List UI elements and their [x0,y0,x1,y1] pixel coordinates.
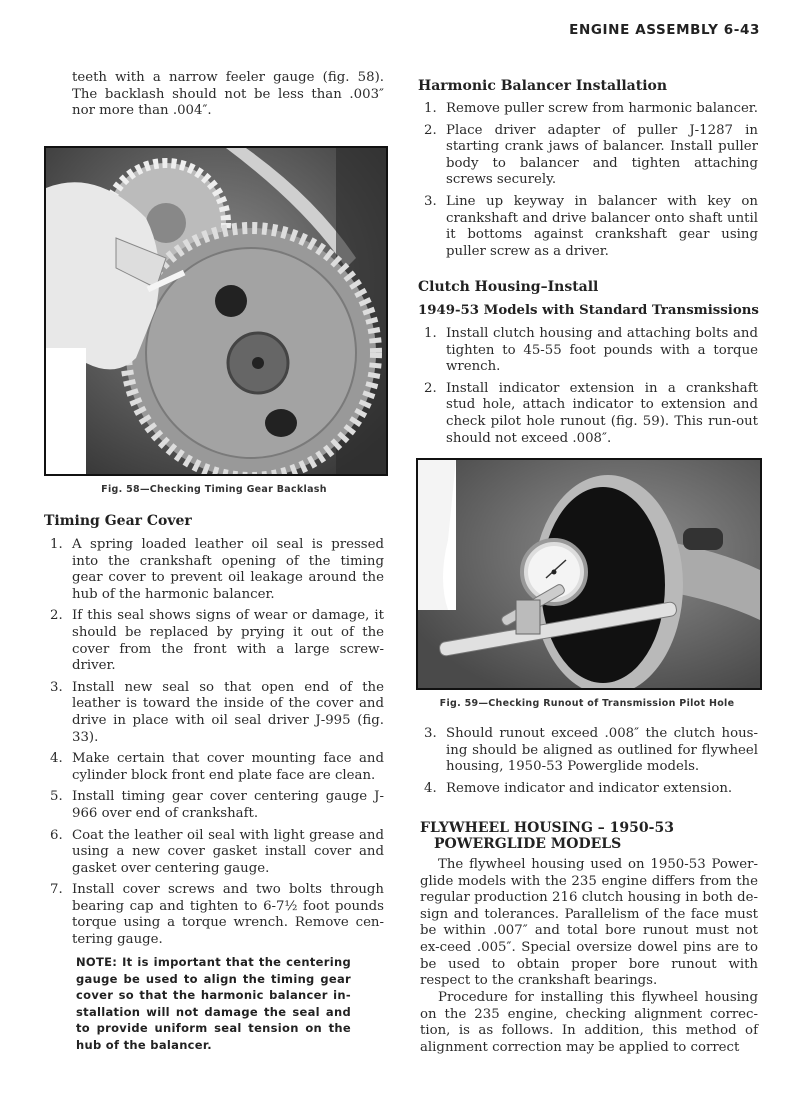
timing-gear-steps [44,537,384,954]
harmonic-step [418,101,758,118]
step-number: 2. [424,122,437,138]
clutch-housing-subheading: 1949-53 Models with Standard Transmissions [418,303,759,318]
flywheel-heading-line2: POWERGLIDE MODELS [434,836,622,852]
fig59-caption: Fig. 59—Checking Runout of Transmission Pilot Hole [439,698,735,709]
step-number: 4. [424,780,437,796]
step-text: Line up keyway in balancer with key on crankshaft and drive balancer onto shaft until it bottoms against crankshaft gear using puller screw as a driver. [446,193,758,259]
step-text: Place driver adapter of puller J-1287 in starting crank jaws of balancer. Install puller body to balancer and tighten attaching screws securely. [446,122,758,188]
clutch-step [418,381,758,447]
runout-indicator-illustration [418,460,760,688]
harmonic-balancer-heading: Harmonic Balancer Installation [418,78,668,94]
step-text: Coat the leather oil seal with light grease and using a new cover gasket install cover and gasket over centering gauge. [72,827,384,876]
step-text: Remove indicator and indicator extension. [446,780,733,796]
step-number: 1. [424,101,437,116]
step-text: Remove puller screw from harmonic balancer. [446,101,758,116]
timing-step [44,537,384,603]
clutch-housing-heading: Clutch Housing–Install [418,279,599,295]
step-number: 7. [50,882,63,898]
timing-step [44,789,384,822]
step-number: 3. [424,193,437,209]
step-text: Install clutch housing and attaching bolts and tighten to 45-55 foot pounds with a torque wrench. [446,326,758,375]
flywheel-paragraph-1: The flywheel housing used on 1950-53 Power-glide models with the 235 engine differs from the regular production 216 clutch housing in both de-sign and tolerances. Parallelism of the face must be within .007″ and total bore runout must not ex-ceed .005″. Special oversize dowel pins are to be used to obtain proper bore runout with respect to the crankshaft bearings. [420,857,758,989]
timing-step [44,751,384,784]
page-header: ENGINE ASSEMBLY 6-43 [569,22,760,38]
step-number: 1. [424,326,437,341]
fig59-photo [416,458,762,690]
step-number: 3. [50,679,63,695]
note-paragraph: NOTE: It is important that the centering gauge be used to align the timing gear cover so that the harmonic balancer in-stallation will not damage the seal and to provide uniform seal tension on the hub of the balancer. [76,955,351,1052]
step-text: Install new seal so that open end of the leather is toward the inside of the cover and drive in place with oil seal driver J-995 (fig. 33). [72,679,384,745]
fig58-photo [44,146,388,476]
step-text: Should runout exceed .008″ the clutch hous-ing should be aligned as outlined for flywheel housing, 1950-53 Powerglide models. [446,726,758,775]
flywheel-heading-line1: FLYWHEEL HOUSING – 1950-53 [420,820,674,836]
step-number: 4. [50,751,63,767]
clutch-step [418,726,758,776]
step-text: Install timing gear cover centering gauge J-966 over end of crankshaft. [72,789,384,821]
flywheel-housing-heading [420,820,674,852]
timing-step [44,882,384,948]
harmonic-balancer-steps [418,101,758,265]
step-text: A spring loaded leather oil seal is pressed into the crankshaft opening of the timing gear cover to prevent oil leakage around the hub of the harmonic balancer. [72,537,384,602]
step-number: 5. [50,789,63,805]
harmonic-step [418,194,758,260]
harmonic-step [418,123,758,189]
step-number: 6. [50,827,63,843]
step-text: If this seal shows signs of wear or damage, it should be replaced by prying it out of the cover from the front with a large screw-driver. [72,608,384,674]
step-number: 2. [50,608,63,624]
step-number: 3. [424,726,437,741]
step-text: Install indicator extension in a crankshaft stud hole, attach indicator to extension and check pilot hole runout (fig. 59). This run-out should not exceed .008″. [446,380,758,446]
fig58-caption: Fig. 58—Checking Timing Gear Backlash [101,484,327,495]
intro-paragraph: teeth with a narrow feeler gauge (fig. 58). The backlash should not be less than .003″ nor more than .004″. [72,70,384,119]
step-text: Make certain that cover mounting face and cylinder block front end plate face are clean. [72,751,384,783]
clutch-step [418,326,758,376]
timing-gear-illustration [46,148,386,474]
step-number: 2. [424,380,437,396]
flywheel-paragraph-2: Procedure for installing this flywheel housing on the 235 engine, checking alignment correc-tion, is as follows. In addition, this method of alignment correction may be applied to correct [420,990,758,1055]
timing-step [44,608,384,674]
step-text: Install cover screws and two bolts through bearing cap and tighten to 6-7½ foot pounds torque using a torque wrench. Remove cen-tering gauge. [72,882,384,948]
timing-step [44,680,384,746]
timing-step [44,828,384,878]
clutch-step [418,781,758,798]
step-number: 1. [50,537,63,552]
clutch-housing-steps [418,326,758,452]
clutch-housing-steps-continued [418,726,758,802]
timing-gear-cover-heading: Timing Gear Cover [44,513,192,529]
